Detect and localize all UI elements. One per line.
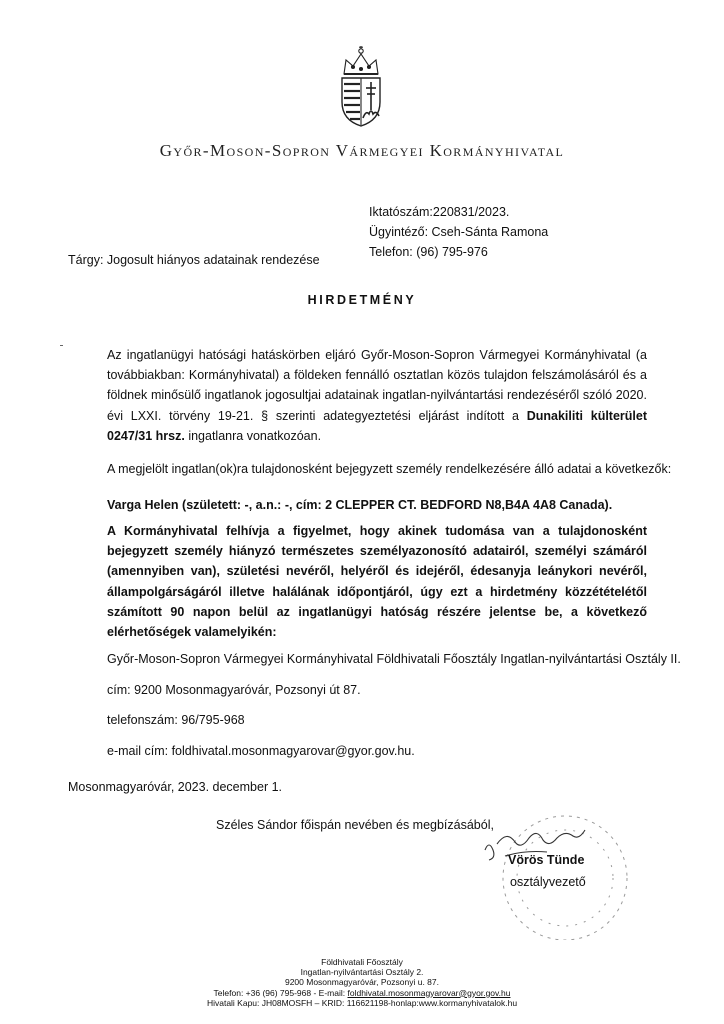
file-number: Iktatószám:220831/2023. <box>369 205 510 219</box>
issuing-office-name: Győr-Moson-Sopron Vármegyei Kormányhivatal <box>159 141 565 160</box>
margin-mark <box>60 345 63 346</box>
signer-title: osztályvezető <box>510 875 586 889</box>
footer-department: Földhivatali Főosztály <box>321 957 403 967</box>
subject-line: Tárgy: Jogosult hiányos adatainak rendezése <box>68 253 320 267</box>
document-meta <box>369 202 548 262</box>
footer-email-link[interactable]: foldhivatal.mosonmagyarovar@gyor.gov.hu <box>347 987 511 998</box>
notice-paragraph: A Kormányhivatal felhívja a figyelmet, hogy akinek tudomása van a tulajdonosként bejegyzett személy hiányzó természetes személyazonosító adatairól, személyi számáról (amennyiben van), születési nevéről, helyéről és idejéről, édesanyja leánykori nevéről, állampolgárságáról illetve halálának időpontjáról, úgy ezt a hirdetmény közzétételétől számított 90 napon belül az ingatlanügyi hatóság részére jelentse be, a következő elérhetőségek valamelyikén: <box>107 524 647 640</box>
property-reference: Dunakiliti külterület 0247/31 hrsz. <box>107 408 648 443</box>
owner-data-intro: A megjelölt ingatlan(ok)ra tulajdonosként bejegyzett személy rendelkezésére álló adatai a következők: <box>107 462 672 476</box>
coat-of-arms-icon <box>334 44 388 128</box>
contact-phone: telefonszám: 96/795-968 <box>107 713 245 727</box>
signer-name: Vörös Tünde <box>508 853 585 867</box>
footer-gateway: Hivatali Kapu: JH08MOSFH – KRID: 116621198-honlap:www.kormanyhivatalok.hu <box>206 997 518 1008</box>
page-footer <box>0 957 724 1008</box>
case-handler: Ügyintéző: Cseh-Sánta Ramona <box>369 225 549 239</box>
intro-text-2: ingatlanra vonatkozóan. <box>184 428 322 443</box>
stamp-and-signature <box>445 800 635 940</box>
footer-phone: Telefon: +36 (96) 795-968 - E-mail: <box>213 987 348 998</box>
date-line: Mosonmagyaróvár, 2023. december 1. <box>68 780 283 794</box>
intro-paragraph <box>107 345 647 446</box>
intro-text-1: Az ingatlanügyi hatósági hatáskörben eljáró Győr-Moson-Sopron Vármegyei Kormányhivatal (a továbbiakban: Kormányhivatal) a földeken fennálló osztatlan közös tulajdon felszámolásáról és a földnek minősülő ingatlanok jogosultjai adatainak ingatlan-nyilvántartási rendezéséről szóló 2020. évi LXXI. törvény 19-21. § szerinti adategyeztetési eljárást indított a <box>107 348 647 423</box>
footer-address: 9200 Mosonmagyaróvár, Pozsonyi u. 87. <box>284 977 440 988</box>
owner-data: Varga Helen (született: -, a.n.: -, cím: 2 CLEPPER CT. BEDFORD N8,B4A 4A8 Canada). <box>107 498 613 512</box>
document-title: HIRDETMÉNY <box>307 293 417 307</box>
footer-contact <box>0 988 724 998</box>
delegation-line: Széles Sándor főispán nevében és megbízásából, <box>216 818 494 832</box>
contact-department: Győr-Moson-Sopron Vármegyei Kormányhivatal Földhivatali Főosztály Ingatlan-nyilvántartási Osztály II. <box>107 652 681 666</box>
handler-phone: Telefon: (96) 795-976 <box>369 245 488 259</box>
footer-division: Ingatlan-nyilvántartási Osztály 2. <box>300 967 424 978</box>
contact-email[interactable]: e-mail cím: foldhivatal.mosonmagyarovar@gyor.gov.hu. <box>107 744 415 758</box>
contact-address: cím: 9200 Mosonmagyaróvár, Pozsonyi út 87. <box>107 683 361 697</box>
